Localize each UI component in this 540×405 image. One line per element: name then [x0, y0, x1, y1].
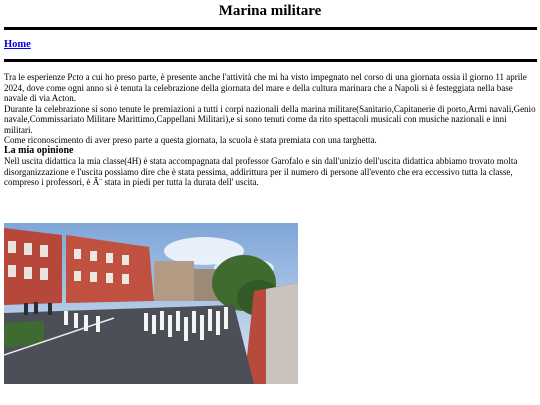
navigation — [4, 39, 31, 50]
opinion-heading: La mia opinione — [4, 144, 74, 156]
event-photo — [4, 223, 298, 384]
intro-paragraph: Tra le esperienze Pcto a cui ho preso parte, è presente anche l'attività che mi ha visto impegnato nel corso di una giornata ossia il giorno 11 aprile 2024, dove come ogni anno si è tenuta la celebrazione della giornata del mare e della cultura marinara che a Napoli si è festeggiata nella base navale di via Acton. — [4, 72, 527, 103]
top-divider — [4, 27, 537, 30]
page-title: Marina militare — [218, 3, 322, 19]
award-paragraph: Come riconoscimento di aver preso parte a questa giornata, la scuola è stata premiata con una targhetta. — [4, 135, 377, 145]
home-link[interactable]: Home — [4, 39, 31, 50]
celebration-paragraph: Durante la celebrazione si sono tenute le premiazioni a tutti i corpi nazionali della marina militare(Sanitario,Capitanerie di porto,Armi navali,Genio navale,Commissariato Militare Marittimo,Cappellani Militari),e si sono tenuti come da rito spettacoli musicali con musiche nazionali e inni militari. — [4, 103, 536, 135]
article-content — [4, 72, 536, 188]
nav-divider — [4, 59, 537, 62]
opinion-paragraph: Nell uscita didattica la mia classe(4H) è stata accompagnata dal professor Garofalo e sin dall'unizio dell'uscita didattica abbiamo trovato molta disorganizzazione e l'uscita possiamo dire che è stata pessima, addirittura per il numero di persone all'evento che era eccessivo tutta la classe, compreso i professori, è Ã¨ stata in piedi per tutta la durata dell' uscita. — [4, 156, 518, 187]
